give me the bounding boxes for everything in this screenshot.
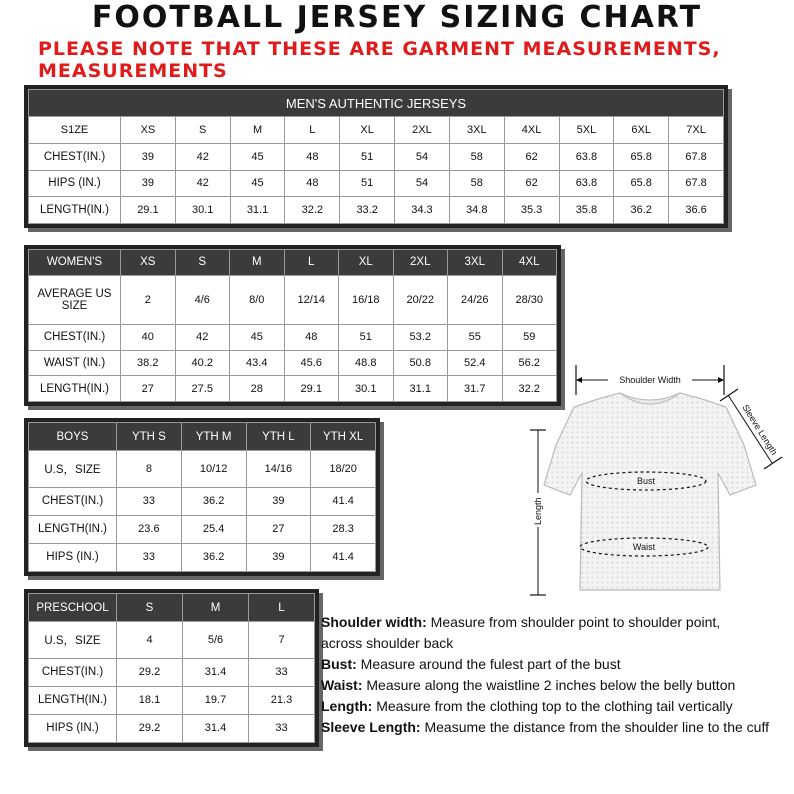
table-cell: 63.8	[559, 170, 614, 197]
table-cell: 33	[249, 658, 315, 686]
table-row	[29, 451, 376, 488]
table-cell: 8	[117, 451, 182, 488]
table-row	[29, 376, 557, 402]
table-cell: 51	[340, 143, 395, 170]
table-header-row	[29, 423, 376, 451]
table-cell: 29.1	[121, 197, 176, 224]
table-cell: 18.1	[117, 686, 183, 714]
table-cell: 8/0	[230, 275, 285, 324]
table-row	[29, 170, 724, 197]
table-cell: 42	[175, 325, 230, 351]
desc-bust: Bust: Measure around the fulest part of the bust	[321, 656, 621, 672]
row-label: CHEST(IN.)	[29, 658, 117, 686]
measurement-descriptions	[321, 612, 794, 738]
table-cell: 29.1	[284, 376, 339, 402]
table-cell: 33	[117, 487, 182, 515]
header-cell: L	[284, 250, 339, 276]
page-title: FOOTBALL JERSEY SIZING CHART	[91, 0, 703, 35]
table-cell: 7	[249, 622, 315, 659]
table-row	[29, 515, 376, 543]
table-cell: 36.2	[181, 487, 246, 515]
table-row	[29, 658, 315, 686]
table-cell: 41.4	[311, 487, 376, 515]
table-cell: 42	[175, 143, 230, 170]
table-cell: 4/6	[175, 275, 230, 324]
table-cell: 39	[246, 487, 311, 515]
table-cell: 48	[285, 143, 340, 170]
header-cell: 5XL	[559, 117, 614, 144]
header-cell: 4XL	[504, 117, 559, 144]
table-row	[29, 350, 557, 376]
table-cell: 55	[448, 325, 503, 351]
table-cell: 58	[449, 143, 504, 170]
header-cell: 7XL	[669, 117, 724, 144]
table-cell: 34.8	[449, 197, 504, 224]
table-cell: 27.5	[175, 376, 230, 402]
table-cell: 42	[175, 170, 230, 197]
header-cell: S	[175, 117, 230, 144]
note-line-1: PLEASE NOTE THAT THESE ARE GARMENT MEASUREMENTS,	[38, 38, 721, 60]
row-label: CHEST(IN.)	[29, 487, 117, 515]
row-label: HIPS (IN.)	[29, 543, 117, 571]
table-cell: 35.3	[504, 197, 559, 224]
table-cell: 45	[230, 170, 285, 197]
header-cell: M	[230, 117, 285, 144]
table-row	[29, 275, 557, 324]
table-row	[29, 543, 376, 571]
header-cell: M	[183, 594, 249, 622]
row-label: LENGTH(IN.)	[29, 686, 117, 714]
table-cell: 63.8	[559, 143, 614, 170]
table-cell: 43.4	[230, 350, 285, 376]
desc-waist: Waist: Measure along the waistline 2 inches below the belly button	[321, 677, 736, 693]
row-label: HIPS (IN.)	[29, 170, 121, 197]
header-cell: L	[285, 117, 340, 144]
header-cell: 6XL	[614, 117, 669, 144]
table-cell: 20/22	[393, 275, 448, 324]
table-cell: 40.2	[175, 350, 230, 376]
desc-length: Length: Measure from the clothing top to the clothing tail vertically	[321, 698, 733, 714]
jersey-diagram	[510, 355, 794, 610]
table-cell: 65.8	[614, 143, 669, 170]
table-cell: 65.8	[614, 170, 669, 197]
table-cell: 5/6	[183, 622, 249, 659]
header-cell: YTH S	[117, 423, 182, 451]
table-cell: 38.2	[121, 350, 176, 376]
bust-label: Bust	[636, 476, 656, 486]
row-label: HIPS (IN.)	[29, 714, 117, 742]
row-label: U.S，SIZE	[29, 622, 117, 659]
table-cell: 25.4	[181, 515, 246, 543]
header-cell: WOMEN'S	[29, 250, 121, 276]
table-cell: 52.4	[448, 350, 503, 376]
header-cell: S	[175, 250, 230, 276]
table-cell: 32.2	[285, 197, 340, 224]
header-cell: XL	[339, 250, 394, 276]
table-cell: 36.2	[181, 543, 246, 571]
table-cell: 14/16	[246, 451, 311, 488]
table-cell: 2	[121, 275, 176, 324]
header-cell: BOYS	[29, 423, 117, 451]
men-caption: MEN'S AUTHENTIC JERSEYS	[29, 90, 724, 117]
sleeve-length-label: Sleeve Length	[740, 402, 780, 457]
table-cell: 27	[246, 515, 311, 543]
table-cell: 12/14	[284, 275, 339, 324]
row-label: CHEST(IN.)	[29, 325, 121, 351]
row-label: U.S，SIZE	[29, 451, 117, 488]
table-cell: 48	[285, 170, 340, 197]
table-cell: 29.2	[117, 714, 183, 742]
row-label: LENGTH(IN.)	[29, 515, 117, 543]
note-line-2: MEASUREMENTS	[38, 60, 228, 82]
table-cell: 54	[395, 170, 450, 197]
header-cell: YTH L	[246, 423, 311, 451]
table-cell: 51	[340, 170, 395, 197]
table-cell: 29.2	[117, 658, 183, 686]
table-cell: 53.2	[393, 325, 448, 351]
table-header-row	[29, 250, 557, 276]
table-cell: 36.6	[669, 197, 724, 224]
table-cell: 4	[117, 622, 183, 659]
table-cell: 19.7	[183, 686, 249, 714]
table-cell: 24/26	[448, 275, 503, 324]
header-cell: PRESCHOOL	[29, 594, 117, 622]
table-cell: 39	[246, 543, 311, 571]
jersey-shape	[544, 393, 756, 590]
table-cell: 28	[230, 376, 285, 402]
table-cell: 34.3	[395, 197, 450, 224]
table-cell: 31.4	[183, 658, 249, 686]
header-cell: XS	[121, 250, 176, 276]
table-cell: 50.8	[393, 350, 448, 376]
table-cell: 45	[230, 325, 285, 351]
table-cell: 45	[230, 143, 285, 170]
row-label: CHEST(IN.)	[29, 143, 121, 170]
header-cell: L	[249, 594, 315, 622]
table-cell: 40	[121, 325, 176, 351]
table-cell: 28.3	[311, 515, 376, 543]
table-cell: 39	[121, 143, 176, 170]
table-cell: 35.8	[559, 197, 614, 224]
header-cell: YTH M	[181, 423, 246, 451]
jersey-illustration	[510, 355, 794, 610]
table-cell: 48.8	[339, 350, 394, 376]
table-cell: 39	[121, 170, 176, 197]
table-cell: 62	[504, 170, 559, 197]
table-cell: 56.2	[502, 350, 557, 376]
table-cell: 67.8	[669, 143, 724, 170]
header-cell: XL	[340, 117, 395, 144]
waist-label: Waist	[632, 542, 656, 552]
table-cell: 32.2	[502, 376, 557, 402]
row-label: LENGTH(IN.)	[29, 376, 121, 402]
table-cell: 21.3	[249, 686, 315, 714]
table-cell: 31.4	[183, 714, 249, 742]
header-cell: 4XL	[502, 250, 557, 276]
table-cell: 10/12	[181, 451, 246, 488]
table-row	[29, 622, 315, 659]
row-label: AVERAGE US SIZE	[29, 275, 121, 324]
table-header-row	[29, 117, 724, 144]
table-cell: 33	[249, 714, 315, 742]
table-row	[29, 197, 724, 224]
table-row	[29, 686, 315, 714]
row-label: LENGTH(IN.)	[29, 197, 121, 224]
row-label: WAIST (IN.)	[29, 350, 121, 376]
table-row	[29, 487, 376, 515]
header-cell: 3XL	[449, 117, 504, 144]
table-cell: 33	[117, 543, 182, 571]
desc-sleeve: Sleeve Length: Measume the distance from the shoulder line to the cuff	[321, 719, 769, 735]
table-cell: 41.4	[311, 543, 376, 571]
women-table	[24, 245, 561, 406]
shoulder-width-label: Shoulder Width	[619, 375, 681, 385]
table-cell: 51	[339, 325, 394, 351]
table-cell: 23.6	[117, 515, 182, 543]
table-cell: 45.6	[284, 350, 339, 376]
table-cell: 59	[502, 325, 557, 351]
table-cell: 16/18	[339, 275, 394, 324]
header-cell: 3XL	[448, 250, 503, 276]
men-table	[24, 85, 728, 228]
table-cell: 54	[395, 143, 450, 170]
table-cell: 27	[121, 376, 176, 402]
table-cell: 36.2	[614, 197, 669, 224]
header-cell: XS	[121, 117, 176, 144]
header-cell: 2XL	[393, 250, 448, 276]
table-cell: 67.8	[669, 170, 724, 197]
table-cell: 30.1	[339, 376, 394, 402]
table-cell: 28/30	[502, 275, 557, 324]
table-row	[29, 325, 557, 351]
table-cell: 62	[504, 143, 559, 170]
length-label: Length	[533, 497, 543, 525]
header-cell: M	[230, 250, 285, 276]
table-cell: 31.1	[230, 197, 285, 224]
table-cell: 31.1	[393, 376, 448, 402]
table-row	[29, 714, 315, 742]
header-cell: S1ZE	[29, 117, 121, 144]
table-cell: 30.1	[175, 197, 230, 224]
table-cell: 48	[284, 325, 339, 351]
boys-table	[24, 418, 380, 576]
table-header-row	[29, 594, 315, 622]
table-cell: 58	[449, 170, 504, 197]
table-cell: 33.2	[340, 197, 395, 224]
desc-shoulder: Shoulder width: Measure from shoulder point to shoulder point,	[321, 614, 721, 630]
header-cell: 2XL	[395, 117, 450, 144]
desc-shoulder-cont: across shoulder back	[321, 635, 454, 651]
table-row	[29, 143, 724, 170]
header-cell: YTH XL	[311, 423, 376, 451]
table-cell: 31.7	[448, 376, 503, 402]
table-cell: 18/20	[311, 451, 376, 488]
header-cell: S	[117, 594, 183, 622]
preschool-table	[24, 589, 319, 747]
